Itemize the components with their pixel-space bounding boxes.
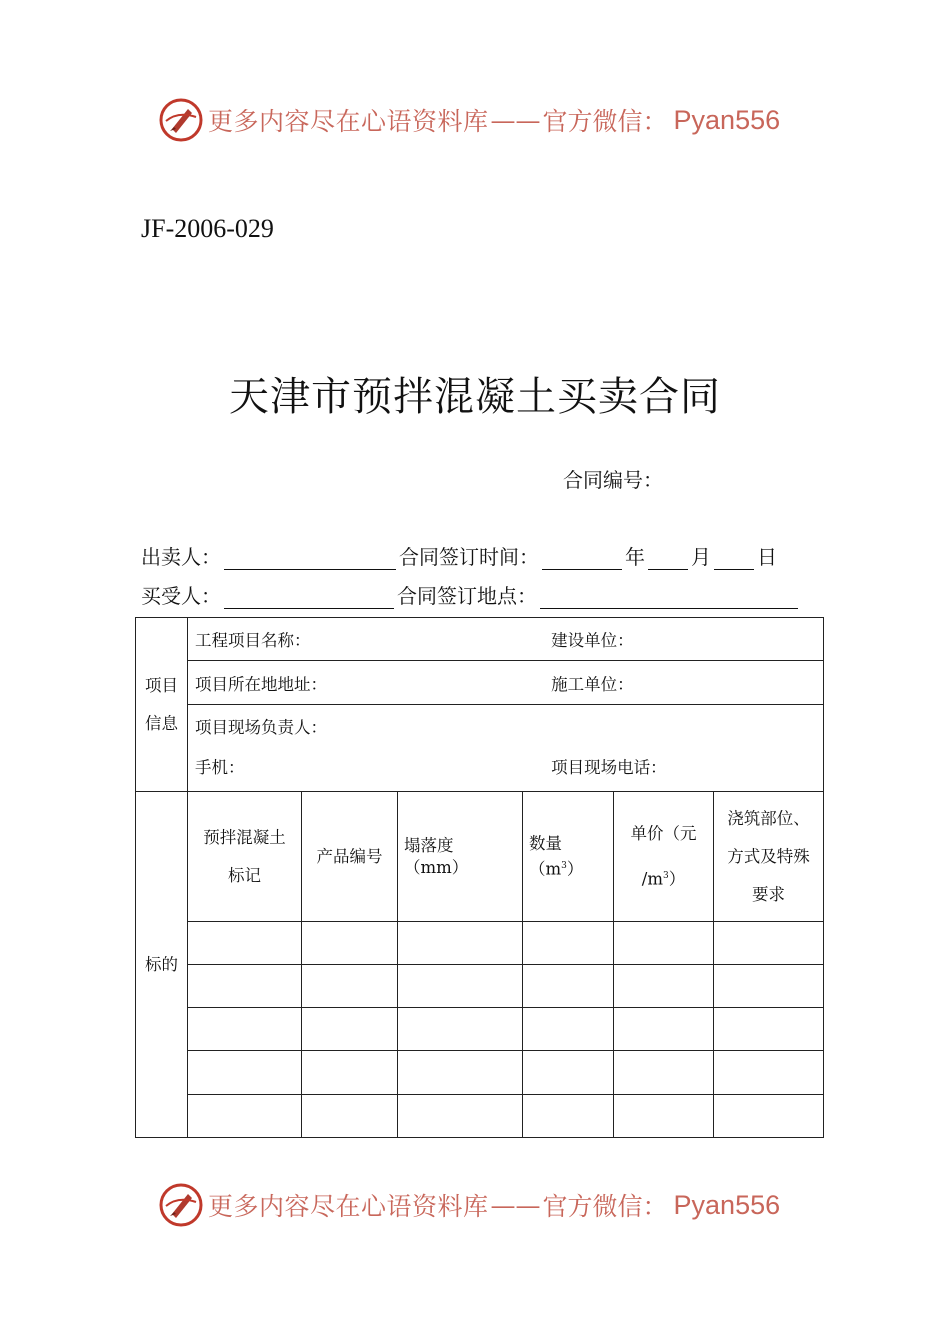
table-row: [136, 1008, 824, 1051]
buyer-field[interactable]: [224, 586, 394, 609]
table-cell[interactable]: [188, 1051, 302, 1095]
table-cell[interactable]: [398, 1051, 523, 1095]
sign-day-field[interactable]: [714, 547, 754, 570]
seller-field[interactable]: [224, 547, 396, 570]
banner-wechat-id: Pyan556: [673, 104, 781, 135]
project-name-row[interactable]: [188, 618, 824, 661]
day-label: 日: [757, 545, 777, 569]
contract-table: [135, 617, 824, 1138]
banner-text: 更多内容尽在心语资料库: [208, 107, 489, 136]
table-row: [136, 1051, 824, 1095]
year-label: 年: [625, 545, 645, 569]
table-cell[interactable]: [614, 1095, 714, 1138]
sign-time-label: 合同签订时间：: [399, 545, 539, 569]
col-pour-requirements: 浇筑部位、 方式及特殊 要求: [714, 792, 824, 922]
page-title: 天津市预拌混凝土买卖合同: [229, 374, 721, 420]
table-cell[interactable]: [188, 922, 302, 965]
project-info-label: 项目 信息: [136, 618, 188, 792]
site-contact-row[interactable]: [188, 705, 824, 792]
table-cell[interactable]: [302, 1051, 398, 1095]
builder-unit-label: 施工单位：: [551, 674, 634, 694]
table-cell[interactable]: [614, 1051, 714, 1095]
site-manager-label: 项目现场负责人：: [195, 718, 327, 737]
table-cell[interactable]: [523, 1008, 614, 1051]
col-slump: 塌落度 （mm）: [398, 792, 523, 922]
table-row: [136, 922, 824, 965]
table-cell[interactable]: [523, 965, 614, 1008]
buyer-label: 买受人：: [141, 584, 221, 608]
banner-wechat-label: 官方微信：: [542, 1192, 668, 1221]
banner-wechat-id: Pyan556: [673, 1189, 781, 1220]
sign-month-field[interactable]: [648, 547, 688, 570]
table-cell[interactable]: [523, 1051, 614, 1095]
banner-text: 更多内容尽在心语资料库: [208, 1192, 489, 1221]
table-cell[interactable]: [614, 965, 714, 1008]
pen-nib-logo-icon: [158, 1182, 204, 1228]
banner-dash: ——: [490, 105, 541, 135]
table-cell[interactable]: [302, 1008, 398, 1051]
table-cell[interactable]: [188, 965, 302, 1008]
col-concrete-mark: 预拌混凝土 标记: [188, 792, 302, 922]
table-cell[interactable]: [398, 922, 523, 965]
sign-place-field[interactable]: [540, 586, 798, 609]
table-cell[interactable]: [523, 922, 614, 965]
table-cell[interactable]: [714, 1051, 824, 1095]
table-cell[interactable]: [398, 1008, 523, 1051]
project-address-row[interactable]: [188, 661, 824, 705]
table-cell[interactable]: [398, 965, 523, 1008]
banner-dash: ——: [490, 1190, 541, 1220]
buyer-line: [141, 580, 801, 609]
table-cell[interactable]: [188, 1008, 302, 1051]
col-quantity: 数量 $(m^3)$: [523, 792, 614, 922]
sign-place-label: 合同签订地点：: [397, 584, 537, 608]
mobile-label: 手机：: [195, 758, 245, 777]
project-address-label: 项目所在地地址：: [195, 674, 327, 694]
table-row: [136, 965, 824, 1008]
col-product-number: 产品编号: [302, 792, 398, 922]
project-name-label: 工程项目名称：: [195, 631, 311, 650]
table-cell[interactable]: [714, 1008, 824, 1051]
month-label: 月: [691, 545, 711, 569]
contract-number-label: 合同编号：: [563, 468, 663, 492]
table-cell[interactable]: [614, 1008, 714, 1051]
seller-line: [141, 541, 777, 570]
header-banner: [158, 95, 798, 145]
table-cell[interactable]: [714, 922, 824, 965]
footer-banner: [158, 1180, 798, 1230]
table-cell[interactable]: [302, 922, 398, 965]
table-cell[interactable]: [302, 965, 398, 1008]
table-cell[interactable]: [302, 1095, 398, 1138]
table-cell[interactable]: [714, 1095, 824, 1138]
sign-year-field[interactable]: [542, 547, 622, 570]
document-number: JF-2006-029: [141, 214, 274, 243]
table-cell[interactable]: [614, 922, 714, 965]
construction-unit-label: 建设单位：: [551, 631, 634, 650]
seller-label: 出卖人：: [141, 545, 221, 569]
subject-label: 标的: [136, 792, 188, 1138]
table-cell[interactable]: [188, 1095, 302, 1138]
table-cell[interactable]: [398, 1095, 523, 1138]
pen-nib-logo-icon: [158, 97, 204, 143]
table-cell[interactable]: [714, 965, 824, 1008]
site-phone-label: 项目现场电话：: [551, 758, 667, 777]
table-row: [136, 1095, 824, 1138]
col-unit-price: 单价（元 $/m^3$）: [614, 792, 714, 922]
table-cell[interactable]: [523, 1095, 614, 1138]
banner-wechat-label: 官方微信：: [542, 107, 668, 136]
